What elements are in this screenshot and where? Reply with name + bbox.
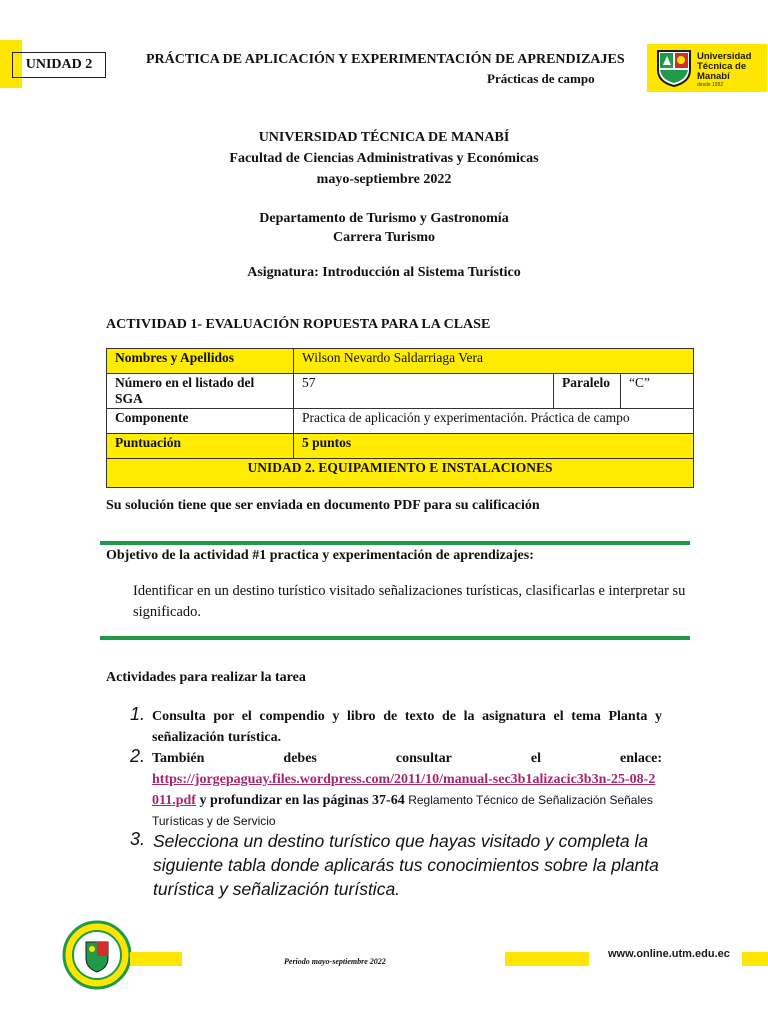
career-name: Carrera Turismo (332, 230, 435, 245)
footer-period: Periodo mayo-septiembre 2022 (284, 957, 386, 966)
activity-title: ACTIVIDAD 1- EVALUACIÓN ROPUESTA PARA LA CLASE (106, 317, 491, 332)
activity-1-text: Consulta por el compendio y libro de texto de la asignatura el tema Planta y señalización turística. (152, 709, 662, 745)
period-heading: mayo-septiembre 2022 (316, 172, 452, 187)
unit-label-box: UNIDAD 2 (12, 52, 106, 78)
logo-line-2: Técnica de (697, 61, 747, 72)
university-logo (647, 44, 767, 92)
names-value: Wilson Nevardo Saldarriaga Vera (294, 349, 694, 374)
header-subtitle: Prácticas de campo (487, 71, 595, 86)
green-divider-top (100, 541, 690, 545)
faculty-name: Facultad de Ciencias Administrativas y Económicas (229, 151, 539, 166)
paralelo-label: Paralelo (554, 374, 621, 409)
score-value: 5 puntos (294, 434, 694, 459)
names-label: Nombres y Apellidos (107, 349, 294, 374)
objective-text: Identificar en un destino turístico visitado señalizaciones turísticas, clasificarlas e interpretar su significado. (133, 583, 686, 620)
department-name: Departamento de Turismo y Gastronomía (259, 211, 509, 226)
number-label: Número en el listado del SGA (107, 374, 294, 409)
header-title: PRÁCTICA DE APLICACIÓN Y EXPERIMENTACIÓN DE APRENDIZAJES (146, 52, 625, 67)
activity-3-text: Selecciona un destino turístico que hayas visitado y completa la siguiente tabla donde aplicarás tus conocimientos sobre la planta turística y señalización turística. (153, 831, 659, 899)
logo-since: desde 1952 (697, 82, 724, 88)
number-value: 57 (294, 374, 554, 409)
list-item (130, 704, 662, 748)
send-note: Su solución tiene que ser enviada en documento PDF para su calificación (106, 498, 540, 513)
activities-title: Actividades para realizar la tarea (106, 670, 306, 685)
table-row (107, 409, 694, 434)
list-number: 3. (130, 829, 146, 849)
footer-website: www.online.utm.edu.ec (608, 948, 730, 960)
table-row (107, 434, 694, 459)
utm-seal-icon (62, 920, 132, 990)
footer-yellow-bar (130, 952, 182, 966)
word: enlace: (620, 751, 662, 766)
green-divider-bottom (100, 636, 690, 640)
utm-shield-logo-icon (655, 48, 693, 88)
list-item (130, 746, 662, 832)
word: consultar (395, 751, 452, 766)
word: el (530, 751, 541, 766)
activity-2-small: Reglamento Técnico de Señalización Señales Turísticas y de Servicio (152, 793, 653, 828)
list-item (130, 829, 665, 901)
score-label: Puntuación (107, 434, 294, 459)
logo-text (697, 52, 751, 82)
activity-2-text (152, 748, 662, 832)
student-info-table (106, 348, 694, 488)
table-row (107, 459, 694, 488)
activity-2-first-line (152, 748, 662, 769)
unit-row: UNIDAD 2. EQUIPAMIENTO E INSTALACIONES (107, 459, 694, 488)
component-label: Componente (107, 409, 294, 434)
activity-2-after: y profundizar en las páginas 37-64 (195, 793, 409, 808)
objective-title: Objetivo de la actividad #1 practica y experimentación de aprendizajes: (106, 548, 534, 563)
activity-2-rest (152, 769, 662, 832)
footer-yellow-bar (742, 952, 768, 966)
table-row (107, 349, 694, 374)
table-row (107, 374, 694, 409)
footer-yellow-bar (505, 952, 589, 966)
manual-pdf-link[interactable]: https://jorgepaguay.files.wordpress.com/2011/10/manual-sec3b1alizacic3b3n-25-08-2011.pdf (152, 772, 656, 808)
university-name: UNIVERSIDAD TÉCNICA DE MANABÍ (258, 130, 510, 145)
list-number: 1. (130, 704, 146, 724)
logo-line-1: Universidad (697, 51, 752, 62)
word: También (152, 751, 205, 766)
logo-line-3: Manabí (697, 71, 730, 82)
list-number: 2. (130, 746, 146, 766)
subject-name: Asignatura: Introducción al Sistema Turístico (247, 265, 521, 280)
component-value: Practica de aplicación y experimentación. Práctica de campo (294, 409, 694, 434)
paralelo-value: “C” (621, 374, 694, 409)
word: debes (283, 751, 317, 766)
